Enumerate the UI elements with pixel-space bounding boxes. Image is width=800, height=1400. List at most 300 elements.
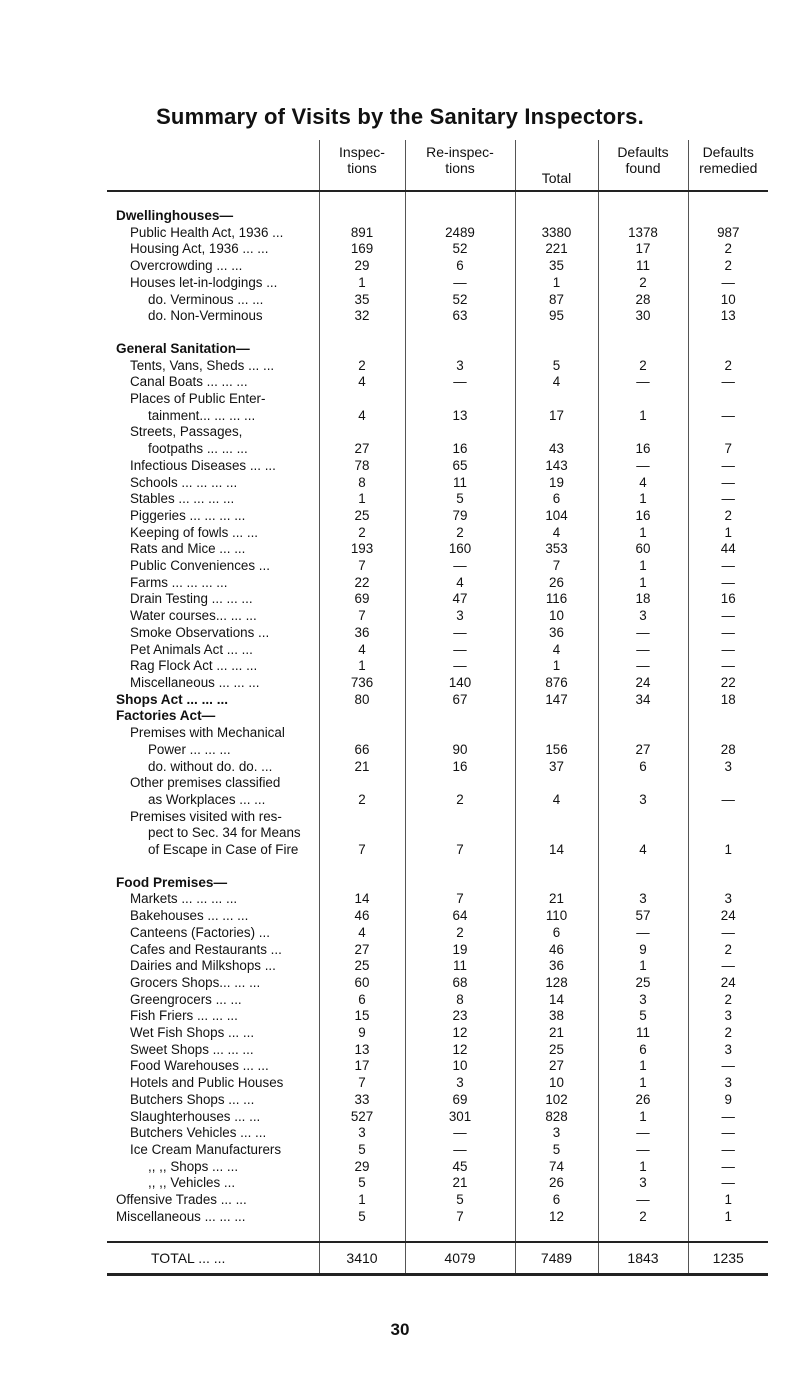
cell-reinspections: 69 [405, 1092, 515, 1109]
empty-cell [515, 208, 598, 225]
cell-reinspections: 3 [405, 608, 515, 625]
cell-total: 14 [515, 842, 598, 859]
cell-defaults-remedied [688, 424, 768, 441]
spacer-cell [515, 191, 598, 208]
cell-inspections: 736 [319, 675, 405, 692]
spacer-cell [515, 325, 598, 341]
row-label: Bakehouses ... ... ... [130, 908, 249, 924]
spacer-cell [688, 325, 768, 341]
cell-reinspections: 21 [405, 1175, 515, 1192]
cell-reinspections: 160 [405, 541, 515, 558]
cell-total: 147 [515, 692, 598, 709]
row-label: Rag Flock Act ... ... ... [130, 658, 258, 674]
cell-defaults-remedied: 18 [688, 692, 768, 709]
spacer-row [107, 859, 768, 875]
cell-reinspections: 2 [405, 525, 515, 542]
cell-total: 19 [515, 475, 598, 492]
cell-total: 43 [515, 441, 598, 458]
cell-total [515, 775, 598, 792]
row-label: Sweet Shops ... ... ... [130, 1041, 254, 1057]
cell-defaults-found: 1 [598, 491, 688, 508]
row-label: Offensive Trades ... ... [116, 1192, 247, 1208]
section-heading-row [107, 708, 768, 725]
cell-defaults-found: — [598, 625, 688, 642]
row-label: Fish Friers ... ... ... [130, 1008, 238, 1024]
cell-total: 876 [515, 675, 598, 692]
empty-cell [319, 875, 405, 892]
cell-defaults-found: 3 [598, 608, 688, 625]
table-row [107, 1092, 768, 1109]
cell-defaults-found: 4 [598, 842, 688, 859]
cell-inspections: 4 [319, 408, 405, 425]
cell-total: 828 [515, 1109, 598, 1126]
spacer-row [107, 325, 768, 341]
spacer-cell [598, 1225, 688, 1242]
cell-total: 4 [515, 642, 598, 659]
cell-total: 3380 [515, 225, 598, 242]
section-heading-row [107, 875, 768, 892]
table-row [107, 775, 768, 792]
spacer-cell [515, 1225, 598, 1242]
cell-defaults-found: 16 [598, 508, 688, 525]
cell-inspections: 4 [319, 925, 405, 942]
row-label: footpaths ... ... ... [148, 441, 248, 457]
cell-defaults-found: 18 [598, 591, 688, 608]
spacer-cell [688, 191, 768, 208]
table-row [107, 241, 768, 258]
cell-inspections: 60 [319, 975, 405, 992]
spacer-cell [688, 859, 768, 875]
cell-total: 35 [515, 258, 598, 275]
cell-defaults-found: — [598, 658, 688, 675]
cell-reinspections: 64 [405, 908, 515, 925]
row-label: Miscellaneous ... ... ... [130, 674, 260, 690]
row-label: Infectious Diseases ... ... [130, 457, 276, 473]
cell-reinspections: 7 [405, 842, 515, 859]
cell-defaults-found [598, 424, 688, 441]
cell-total: 10 [515, 608, 598, 625]
empty-cell [319, 208, 405, 225]
row-label: Rats and Mice ... ... [130, 541, 246, 557]
cell-defaults-found: 3 [598, 891, 688, 908]
cell-reinspections: 90 [405, 742, 515, 759]
row-label: Schools ... ... ... ... [130, 474, 238, 490]
table-row [107, 541, 768, 558]
cell-inspections: 27 [319, 441, 405, 458]
table-row [107, 842, 768, 859]
table-row [107, 692, 768, 709]
spacer-cell [598, 325, 688, 341]
empty-cell [405, 341, 515, 358]
header-total [515, 140, 598, 191]
table-row [107, 308, 768, 325]
cell-inspections: 2 [319, 525, 405, 542]
cell-defaults-remedied: — [688, 925, 768, 942]
table-row [107, 408, 768, 425]
cell-defaults-found: — [598, 458, 688, 475]
cell-inspections: 13 [319, 1042, 405, 1059]
row-label: Premises with Mechanical [130, 725, 285, 741]
cell-defaults-found: 16 [598, 441, 688, 458]
row-label: as Workplaces ... ... [148, 791, 266, 807]
header-defaults-found [598, 140, 688, 191]
cell-total: 353 [515, 541, 598, 558]
cell-inspections: 1 [319, 491, 405, 508]
table-row [107, 1042, 768, 1059]
cell-reinspections: 65 [405, 458, 515, 475]
row-label: Pet Animals Act ... ... [130, 641, 253, 657]
cell-total: 5 [515, 358, 598, 375]
cell-defaults-remedied: — [688, 491, 768, 508]
cell-inspections [319, 809, 405, 826]
cell-defaults-remedied: — [688, 1109, 768, 1126]
cell-reinspections: 52 [405, 292, 515, 309]
row-label: Piggeries ... ... ... ... [130, 507, 246, 523]
cell-defaults-remedied: — [688, 1125, 768, 1142]
cell-defaults-found: 9 [598, 942, 688, 959]
cell-total: 21 [515, 891, 598, 908]
empty-cell [688, 708, 768, 725]
cell-defaults-found [598, 825, 688, 842]
cell-inspections: 33 [319, 1092, 405, 1109]
table-row [107, 742, 768, 759]
spacer-cell [107, 1225, 319, 1242]
cell-total: 221 [515, 241, 598, 258]
cell-reinspections: 13 [405, 408, 515, 425]
table-row [107, 1109, 768, 1126]
row-label: tainment... ... ... ... [148, 407, 256, 423]
cell-inspections: 29 [319, 1159, 405, 1176]
table-row [107, 925, 768, 942]
cell-defaults-remedied: 9 [688, 1092, 768, 1109]
cell-defaults-remedied: — [688, 625, 768, 642]
spacer-cell [319, 325, 405, 341]
section-heading: General Sanitation— [116, 340, 250, 356]
empty-cell [405, 875, 515, 892]
spacer-cell [319, 191, 405, 208]
row-label: do. Verminous ... ... [148, 291, 264, 307]
cell-defaults-remedied: — [688, 408, 768, 425]
total-reinspections: 4079 [405, 1242, 515, 1275]
cell-reinspections: 12 [405, 1042, 515, 1059]
cell-total: 14 [515, 992, 598, 1009]
cell-reinspections: — [405, 658, 515, 675]
cell-inspections: 46 [319, 908, 405, 925]
row-label: Ice Cream Manufacturers [130, 1141, 282, 1157]
cell-total: 37 [515, 759, 598, 776]
cell-defaults-found: — [598, 925, 688, 942]
row-label: Smoke Observations ... [130, 624, 270, 640]
cell-inspections: 5 [319, 1209, 405, 1226]
cell-total: 87 [515, 292, 598, 309]
empty-cell [598, 208, 688, 225]
cell-total: 156 [515, 742, 598, 759]
cell-total: 25 [515, 1042, 598, 1059]
cell-defaults-remedied [688, 725, 768, 742]
table-row [107, 424, 768, 441]
cell-reinspections: 5 [405, 491, 515, 508]
cell-defaults-remedied: 16 [688, 591, 768, 608]
table-row [107, 759, 768, 776]
table-row [107, 675, 768, 692]
cell-total: 1 [515, 658, 598, 675]
cell-inspections: 4 [319, 642, 405, 659]
cell-defaults-remedied: — [688, 1159, 768, 1176]
cell-reinspections [405, 809, 515, 826]
row-label: Markets ... ... ... ... [130, 891, 238, 907]
cell-defaults-remedied: 2 [688, 992, 768, 1009]
cell-defaults-found: — [598, 1142, 688, 1159]
cell-reinspections: 47 [405, 591, 515, 608]
cell-total: 3 [515, 1125, 598, 1142]
row-label: Wet Fish Shops ... ... [130, 1025, 255, 1041]
cell-reinspections: 7 [405, 891, 515, 908]
cell-reinspections: 12 [405, 1025, 515, 1042]
cell-inspections: 5 [319, 1142, 405, 1159]
table-row [107, 1192, 768, 1209]
table-row [107, 608, 768, 625]
cell-defaults-remedied: — [688, 642, 768, 659]
cell-reinspections [405, 825, 515, 842]
cell-total: 27 [515, 1058, 598, 1075]
page-title: Summary of Visits by the Sanitary Inspectors. [156, 104, 644, 129]
cell-defaults-found: 3 [598, 792, 688, 809]
cell-inspections: 25 [319, 958, 405, 975]
table-row [107, 1175, 768, 1192]
cell-reinspections: 6 [405, 258, 515, 275]
cell-defaults-remedied: 2 [688, 508, 768, 525]
cell-total: 26 [515, 1175, 598, 1192]
total-defaults-remedied: 1235 [688, 1242, 768, 1275]
spacer-cell [688, 1225, 768, 1242]
cell-total: 6 [515, 925, 598, 942]
total-label: TOTAL ... ... [107, 1242, 319, 1275]
row-label: Overcrowding ... ... [130, 258, 243, 274]
empty-cell [405, 708, 515, 725]
cell-inspections: 35 [319, 292, 405, 309]
section-heading: Food Premises— [116, 874, 228, 890]
table-row [107, 1058, 768, 1075]
cell-defaults-remedied [688, 809, 768, 826]
cell-total: 116 [515, 591, 598, 608]
table-row [107, 374, 768, 391]
header-inspections [319, 140, 405, 191]
cell-defaults-found [598, 391, 688, 408]
spacer-cell [405, 859, 515, 875]
spacer-cell [319, 1225, 405, 1242]
cell-reinspections: 3 [405, 1075, 515, 1092]
cell-total: 26 [515, 575, 598, 592]
cell-defaults-found: — [598, 1192, 688, 1209]
cell-defaults-found: 1 [598, 1109, 688, 1126]
cell-defaults-found: 2 [598, 1209, 688, 1226]
cell-defaults-remedied: 3 [688, 1008, 768, 1025]
cell-defaults-remedied: 24 [688, 975, 768, 992]
cell-reinspections: 3 [405, 358, 515, 375]
table-row [107, 642, 768, 659]
cell-inspections: 6 [319, 992, 405, 1009]
table-row [107, 1125, 768, 1142]
spacer-row [107, 191, 768, 208]
cell-defaults-remedied: — [688, 608, 768, 625]
row-label: do. without do. do. ... [148, 758, 273, 774]
cell-inspections: 7 [319, 558, 405, 575]
row-label: Tents, Vans, Sheds ... ... [130, 357, 275, 373]
cell-defaults-found: 30 [598, 308, 688, 325]
spacer-row [107, 1225, 768, 1242]
cell-total: 1 [515, 275, 598, 292]
cell-reinspections: 67 [405, 692, 515, 709]
cell-total: 38 [515, 1008, 598, 1025]
row-label: Water courses... ... ... [130, 608, 257, 624]
empty-cell [515, 341, 598, 358]
table-row [107, 908, 768, 925]
cell-defaults-found: 24 [598, 675, 688, 692]
cell-inspections [319, 725, 405, 742]
cell-total [515, 391, 598, 408]
cell-defaults-remedied: — [688, 1058, 768, 1075]
cell-defaults-remedied: — [688, 558, 768, 575]
table-row [107, 441, 768, 458]
table-row [107, 1008, 768, 1025]
cell-inspections: 2 [319, 358, 405, 375]
empty-cell [515, 708, 598, 725]
cell-defaults-remedied: 1 [688, 1192, 768, 1209]
cell-inspections: 14 [319, 891, 405, 908]
row-label: Shops Act ... ... ... [116, 691, 229, 707]
cell-defaults-found: 1 [598, 1159, 688, 1176]
cell-reinspections: — [405, 625, 515, 642]
cell-total: 10 [515, 1075, 598, 1092]
table-row [107, 458, 768, 475]
cell-defaults-remedied: 2 [688, 241, 768, 258]
cell-defaults-remedied: — [688, 475, 768, 492]
cell-total: 46 [515, 942, 598, 959]
cell-inspections [319, 775, 405, 792]
table-row [107, 725, 768, 742]
cell-defaults-found: 1 [598, 958, 688, 975]
cell-defaults-remedied: 1 [688, 525, 768, 542]
cell-inspections: 80 [319, 692, 405, 709]
cell-reinspections: 2 [405, 792, 515, 809]
row-label: of Escape in Case of Fire [148, 842, 299, 858]
spacer-cell [515, 859, 598, 875]
table-row [107, 809, 768, 826]
cell-defaults-found: 6 [598, 759, 688, 776]
cell-defaults-found: 1378 [598, 225, 688, 242]
row-label: Public Health Act, 1936 ... [130, 224, 284, 240]
empty-cell [515, 875, 598, 892]
cell-defaults-remedied: 24 [688, 908, 768, 925]
spacer-cell [598, 191, 688, 208]
row-label: pect to Sec. 34 for Means [148, 825, 301, 841]
cell-defaults-remedied: — [688, 374, 768, 391]
cell-reinspections: — [405, 374, 515, 391]
cell-defaults-found: 17 [598, 241, 688, 258]
cell-inspections: 36 [319, 625, 405, 642]
table-row [107, 942, 768, 959]
empty-cell [405, 208, 515, 225]
cell-defaults-found: 2 [598, 275, 688, 292]
empty-cell [688, 341, 768, 358]
cell-defaults-remedied: — [688, 1175, 768, 1192]
row-label: Miscellaneous ... ... ... [116, 1208, 246, 1224]
spacer-cell [107, 325, 319, 341]
cell-defaults-found: 25 [598, 975, 688, 992]
cell-defaults-found: 3 [598, 1175, 688, 1192]
cell-defaults-found: 11 [598, 1025, 688, 1042]
row-label: Slaughterhouses ... ... [130, 1108, 261, 1124]
cell-defaults-found: 4 [598, 475, 688, 492]
row-label: Drain Testing ... ... ... [130, 591, 253, 607]
cell-reinspections [405, 775, 515, 792]
cell-total: 6 [515, 1192, 598, 1209]
cell-inspections: 4 [319, 374, 405, 391]
cell-inspections: 21 [319, 759, 405, 776]
cell-total: 12 [515, 1209, 598, 1226]
table-row [107, 825, 768, 842]
table-row [107, 575, 768, 592]
row-label: Power ... ... ... [148, 741, 231, 757]
table-row [107, 508, 768, 525]
cell-inspections: 2 [319, 792, 405, 809]
empty-cell [319, 341, 405, 358]
cell-defaults-found: 34 [598, 692, 688, 709]
header-blank [107, 140, 319, 191]
cell-reinspections: 301 [405, 1109, 515, 1126]
cell-reinspections: 2489 [405, 225, 515, 242]
spacer-cell [319, 859, 405, 875]
cell-inspections: 78 [319, 458, 405, 475]
cell-total: 128 [515, 975, 598, 992]
row-label: Housing Act, 1936 ... ... [130, 241, 269, 257]
cell-defaults-remedied: 2 [688, 1025, 768, 1042]
cell-inspections: 169 [319, 241, 405, 258]
cell-inspections: 891 [319, 225, 405, 242]
row-label: Farms ... ... ... ... [130, 574, 228, 590]
row-label: Keeping of fowls ... ... [130, 524, 259, 540]
cell-total: 7 [515, 558, 598, 575]
table-row [107, 275, 768, 292]
cell-reinspections: 4 [405, 575, 515, 592]
cell-total: 36 [515, 958, 598, 975]
table-row [107, 1142, 768, 1159]
cell-reinspections: 19 [405, 942, 515, 959]
cell-inspections: 29 [319, 258, 405, 275]
cell-total: 4 [515, 374, 598, 391]
header-text: Inspec- tions [339, 144, 385, 176]
cell-defaults-found: 60 [598, 541, 688, 558]
table-row [107, 992, 768, 1009]
cell-defaults-remedied: 2 [688, 258, 768, 275]
table-row [107, 1075, 768, 1092]
cell-defaults-remedied: 1 [688, 842, 768, 859]
cell-defaults-found: 2 [598, 358, 688, 375]
table-row [107, 792, 768, 809]
cell-defaults-found: — [598, 1125, 688, 1142]
cell-defaults-found: 26 [598, 1092, 688, 1109]
row-label: Canteens (Factories) ... [130, 924, 270, 940]
row-label: Premises visited with res- [130, 808, 282, 824]
cell-total: 4 [515, 792, 598, 809]
empty-cell [688, 875, 768, 892]
cell-defaults-found: 6 [598, 1042, 688, 1059]
cell-total: 95 [515, 308, 598, 325]
cell-inspections: 5 [319, 1175, 405, 1192]
cell-reinspections: 7 [405, 1209, 515, 1226]
cell-reinspections: 79 [405, 508, 515, 525]
row-label: Other premises classified [130, 775, 281, 791]
